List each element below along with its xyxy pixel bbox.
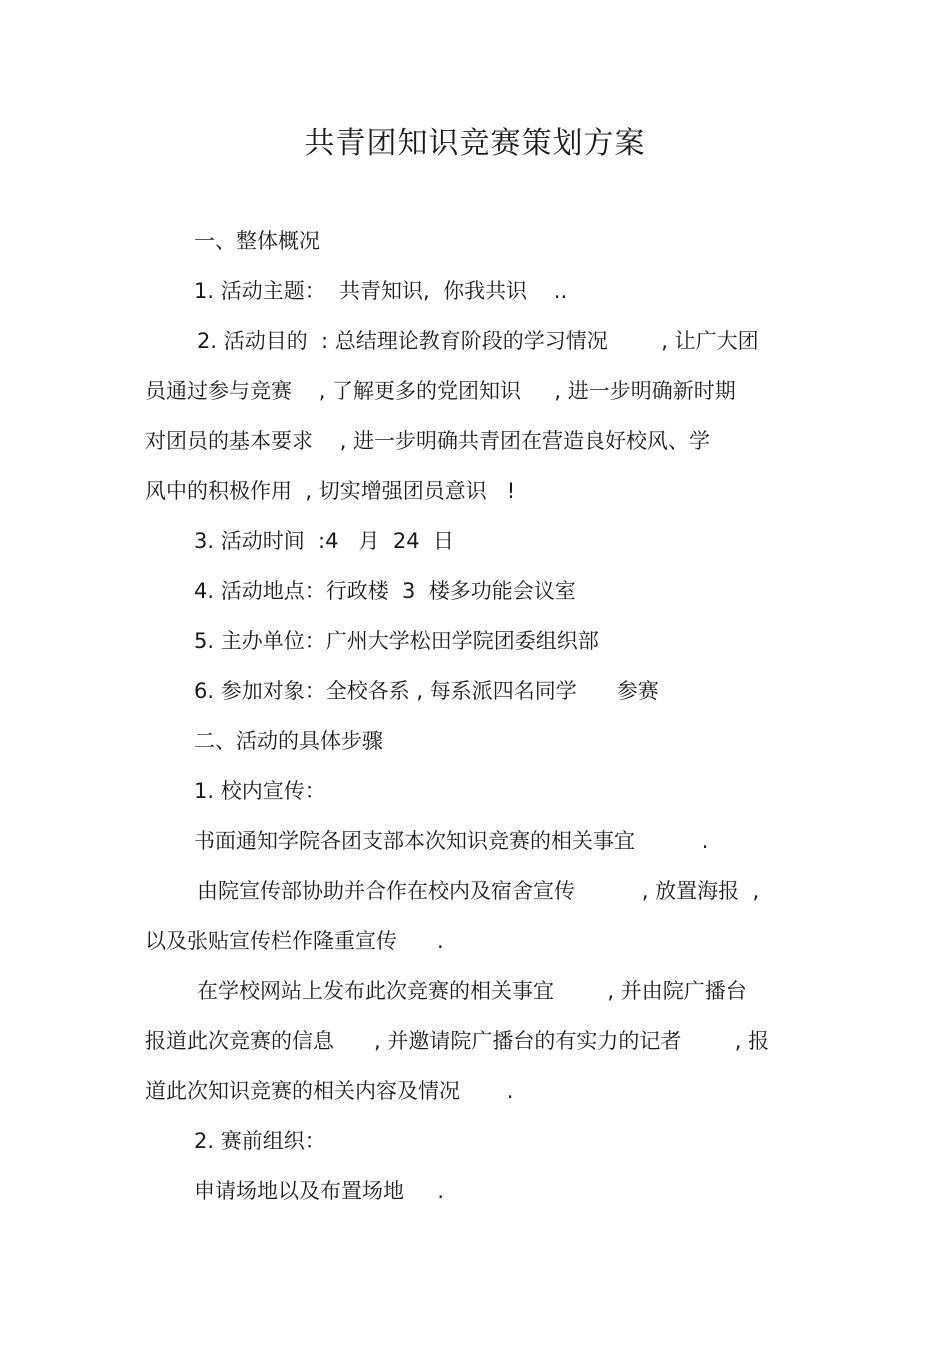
promotion-paragraph-3: 在学校网站上发布此次竞赛的相关事宜 , 并由院广播台: [197, 979, 747, 1003]
item-participants: 6. 参加对象：全校各系 , 每系派四名同学 参赛: [194, 679, 659, 703]
purpose-continuation-3: 风中的积极作用 , 切实增强团员意识 !: [145, 479, 516, 503]
promotion-paragraph-3-cont-1: 报道此次竞赛的信息 , 并邀请院广播台的有实力的记者 , 报: [145, 1029, 770, 1053]
purpose-continuation-2: 对团员的基本要求 , 进一步明确共青团在营造良好校风、学: [145, 429, 711, 453]
step-campus-promotion: 1. 校内宣传：: [194, 779, 326, 803]
item-activity-time: 3. 活动时间 :4 月 24 日: [194, 529, 454, 553]
pre-match-paragraph-1: 申请场地以及布置场地 .: [194, 1179, 445, 1203]
item-activity-theme: 1. 活动主题： 共青知识, 你我共识 ..: [194, 279, 568, 303]
section-heading-overview: 一、整体概况: [194, 229, 320, 253]
document-title: 共青团知识竞赛策划方案: [304, 126, 646, 161]
promotion-paragraph-2: 由院宣传部协助并合作在校内及宿舍宣传 , 放置海报 ,: [197, 879, 760, 903]
section-heading-steps: 二、活动的具体步骤: [194, 729, 383, 753]
item-activity-location: 4. 活动地点：行政楼 3 楼多功能会议室: [194, 579, 576, 603]
purpose-continuation-1: 员通过参与竞赛 , 了解更多的党团知识 , 进一步明确新时期: [145, 379, 736, 403]
promotion-paragraph-3-cont-2: 道此次知识竞赛的相关内容及情况 .: [145, 1079, 514, 1103]
step-pre-match-organization: 2. 赛前组织：: [194, 1129, 326, 1153]
item-organizer: 5. 主办单位：广州大学松田学院团委组织部: [194, 629, 599, 653]
item-activity-purpose: 2. 活动目的 : 总结理论教育阶段的学习情况 , 让广大团: [197, 329, 759, 353]
promotion-paragraph-1: 书面通知学院各团支部本次知识竞赛的相关事宜 .: [194, 829, 709, 853]
promotion-paragraph-2-cont: 以及张贴宣传栏作隆重宣传 .: [145, 929, 444, 953]
